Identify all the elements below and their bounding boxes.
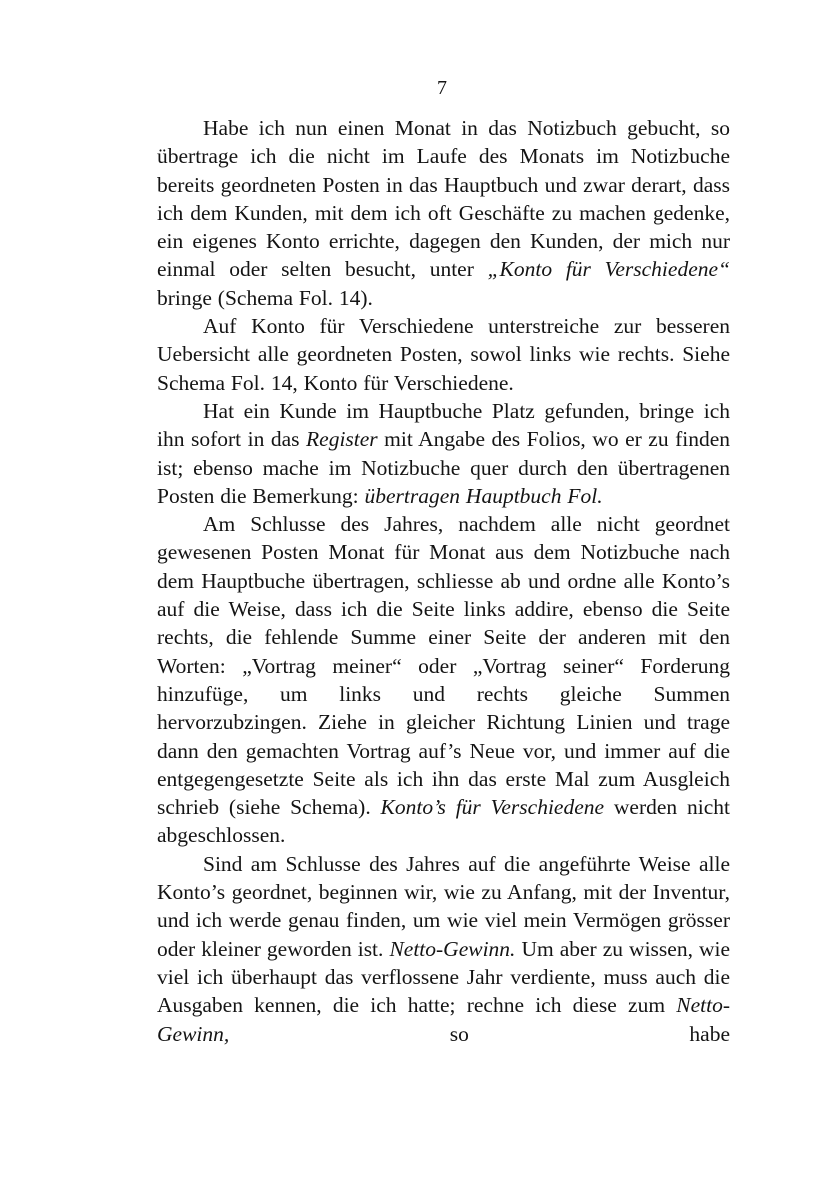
text-run: Habe ich nun einen Monat in das Notizbuch gebucht, so übertrage ich die nicht im Laufe des Monats im Notizbuche bereits geordneten Posten in das Hauptbuch und zwar derart, dass ich dem Kunden, mit dem ich oft Geschäfte zu machen gedenke, ein eigenes Konto errichte, dagegen den Kunden, der mich nur einmal oder selten besucht, unter bbox=[157, 116, 730, 282]
page-number: 7 bbox=[437, 77, 447, 99]
paragraph bbox=[157, 510, 730, 850]
text-run: werden nicht abgeschlossen. bbox=[157, 795, 731, 848]
body-text bbox=[157, 114, 730, 1048]
italic-term: übertragen Hauptbuch Fol. bbox=[364, 483, 603, 508]
text-run: mit Angabe des Folios, wo er zu finden ist; ebenso mache im Notizbuche quer durch den übertragenen Posten die Bemerkung: bbox=[157, 427, 730, 508]
paragraph bbox=[157, 312, 730, 397]
paragraph bbox=[157, 850, 730, 1048]
paragraph bbox=[157, 397, 730, 510]
text-run: Am Schlusse des Jahres, nachdem alle nicht geordnet gewesenen Posten Monat für Monat aus dem Notizbuche nach dem Hauptbuche übertragen, schliesse ab und ordne alle Konto’s auf die Weise, dass ich die Seite links addire, ebenso die Seite rechts, die fehlende Summe einer Seite der anderen mit den Worten: „Vortrag meiner“ oder „Vortrag seiner“ Forderung hinzufüge, um links und rechts gleiche Summen hervorzubzingen. Ziehe in gleicher Richtung Linien und trage dann den gemachten Vortrag auf’s Neue vor, und immer auf die entgegengesetzte Seite als ich ihn das erste Mal zum Ausgleich schrieb (siehe Schema). bbox=[157, 512, 730, 820]
text-run: Sind am Schlusse des Jahres auf die angeführte Weise alle Konto’s geordnet, beginnen wir, wie zu Anfang, mit der Inventur, und ich werde genau finden, um wie viel mein Vermögen grösser oder kleiner geworden ist. bbox=[157, 851, 730, 961]
italic-term: Netto-Gewinn. bbox=[389, 936, 516, 961]
paragraph bbox=[157, 114, 730, 312]
italic-term: Konto’s für Verschiedene bbox=[380, 795, 605, 820]
text-run: Um aber zu wissen, wie viel ich überhaupt das verflossene Jahr verdiente, muss auch die Ausgaben kennen, die ich hatte; rechne ich diese zum bbox=[157, 936, 731, 1018]
text-run: Auf Konto für Verschiedene unterstreiche zur besseren Uebersicht alle geordneten Posten, sowol links wie rechts. Siehe Schema Fol. 14, Konto für Verschiedene. bbox=[157, 314, 730, 395]
text-run: Hat ein Kunde im Hauptbuche Platz gefunden, bringe ich ihn sofort in das bbox=[157, 398, 730, 452]
italic-term: Register bbox=[306, 427, 378, 452]
text-run: bringe (Schema Fol. 14). bbox=[157, 285, 373, 310]
italic-term: „Konto für Verschiedene“ bbox=[487, 257, 730, 282]
italic-term: Netto-Gewinn, bbox=[157, 993, 730, 1046]
text-run: so habe bbox=[229, 1021, 730, 1046]
